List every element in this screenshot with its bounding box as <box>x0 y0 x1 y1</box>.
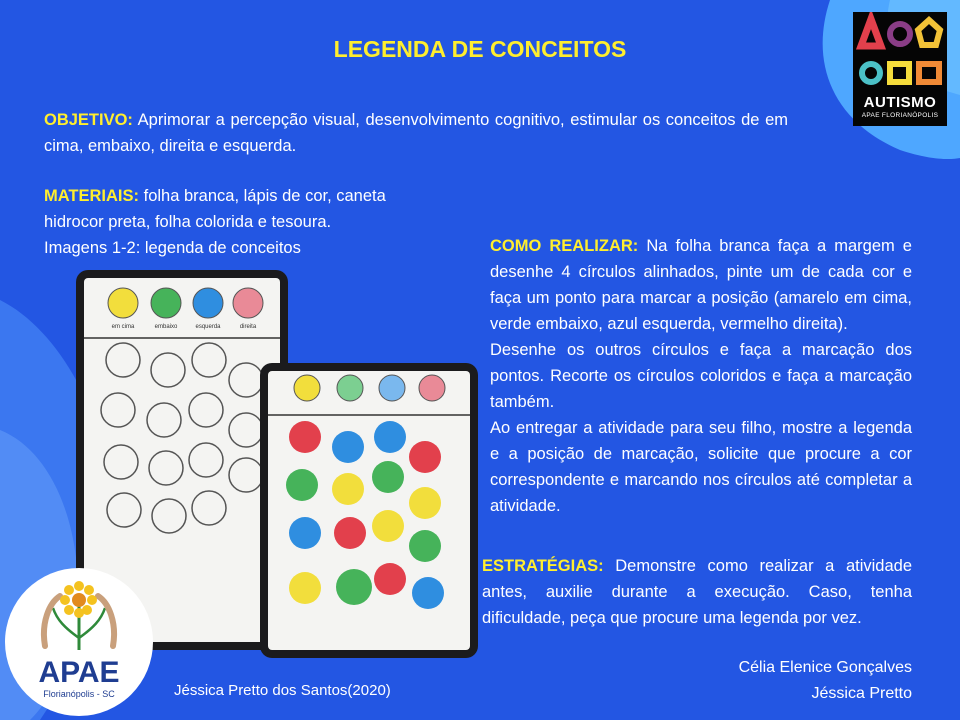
apae-logo-subtext: Florianópolis - SC <box>43 689 115 699</box>
apae-logo <box>5 568 153 716</box>
materiais-line3: Imagens 1-2: legenda de conceitos <box>44 239 301 257</box>
autismo-logo-text: AUTISMO <box>863 94 937 111</box>
credit-author-2: Jéssica Pretto <box>811 685 912 702</box>
materiais-section <box>44 183 449 261</box>
activity-photo-completed <box>260 363 478 658</box>
autismo-shapes-icon <box>853 12 947 92</box>
autismo-logo-subtext: APAE FLORIANÓPOLIS <box>861 112 939 119</box>
como-realizar-p2: Desenhe os outros círculos e faça a marcação dos pontos. Recorte os círculos coloridos e faça a marcação também. <box>490 341 912 411</box>
legend-label-direita: direita <box>239 324 257 330</box>
estrategias-label: ESTRATÉGIAS: <box>482 557 604 575</box>
credit-author-1: Célia Elenice Gonçalves <box>738 659 912 676</box>
estrategias-section <box>482 553 912 631</box>
legend-label-em-cima: em cima <box>111 324 135 330</box>
materiais-label: MATERIAIS: <box>44 187 140 205</box>
apae-logo-text: APAE <box>38 656 120 689</box>
credits <box>739 655 912 707</box>
como-realizar-section <box>490 233 912 519</box>
photo-credit: Jéssica Pretto dos Santos(2020) <box>174 682 391 699</box>
objetivo-text: Aprimorar a percepção visual, desenvolvimento cognitivo, estimular os conceitos de em cima, embaixo, direita e esquerda. <box>44 111 788 155</box>
objetivo-label: OBJETIVO: <box>44 111 133 129</box>
page-title: LEGENDA DE CONCEITOS <box>333 36 627 62</box>
como-realizar-p3: Ao entregar a atividade para seu filho, mostre a legenda e a posição de marcação, solicite que procure a cor correspondente e marcando nos círculos até completar a atividade. <box>490 419 912 515</box>
materiais-line1: folha branca, lápis de cor, caneta <box>143 187 386 205</box>
como-realizar-p1: Na folha branca faça a margem e desenhe 4 círculos alinhados, pinte um de cada cor e faça um ponto para marcar a posição (amarelo em cima, verde embaixo, azul esquerda, vermelho direita). <box>490 237 912 333</box>
autismo-logo <box>853 12 947 126</box>
legend-label-embaixo: embaixo <box>154 324 178 330</box>
como-realizar-label: COMO REALIZAR: <box>490 237 639 255</box>
apae-flower-icon <box>5 568 153 658</box>
objetivo-section <box>44 107 788 159</box>
materiais-line2: hidrocor preta, folha colorida e tesoura. <box>44 213 332 231</box>
estrategias-text: Demonstre como realizar a atividade antes, auxilie durante a execução. Caso, tenha dificuldade, peça que procure uma legenda por vez. <box>482 557 912 627</box>
legend-label-esquerda: esquerda <box>195 324 221 330</box>
